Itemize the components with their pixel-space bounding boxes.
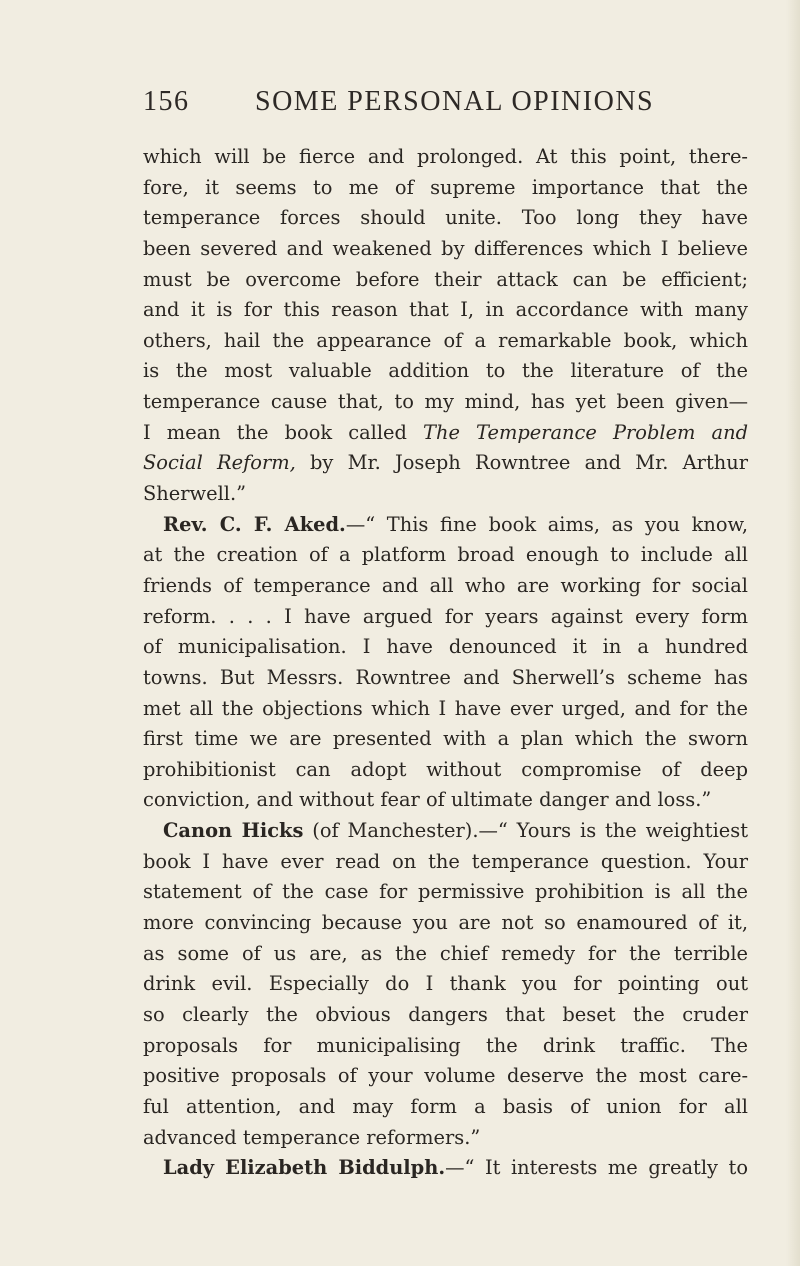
text-line: fore, it seems to me of supreme importance that the [143,175,748,199]
book-title: The Temperance Problem and [423,420,748,444]
text-line: drink evil. Especially do I thank you for pointing out [143,972,748,996]
text-line: friends of temperance and all who are working for social [143,573,748,597]
speaker-name: Rev. C. F. Aked. [163,512,346,536]
text-line [143,816,748,847]
text-line [143,448,748,479]
text-run: —“ This fine book aims, as you know, [345,512,748,536]
text-line: first time we are presented with a plan which the sworn [143,727,748,751]
text-line: been severed and weakened by differences which I believe [143,236,748,260]
text-line: which will be fierce and prolonged. At this point, there- [143,145,748,168]
page-edge-shadow [786,0,800,1266]
text-line: and it is for this reason that I, in accordance with many [143,298,748,322]
text-line: temperance forces should unite. Too long they have [143,206,748,230]
speaker-name: Canon Hicks [163,819,304,843]
text-line: is the most valuable addition to the literature of the [143,359,748,383]
text-line [143,510,748,541]
text-line: temperance cause that, to my mind, has yet been given— [143,390,748,414]
text-line: advanced temperance reformers.” [143,1125,481,1149]
text-line: must be overcome before their attack can be efficient; [143,267,748,291]
page-number: 156 [143,86,190,117]
text-line [143,1153,748,1184]
page-header [143,86,673,126]
text-run: —“ It interests me greatly to [445,1156,749,1180]
text-line: at the creation of a platform broad enough to include all [143,543,748,567]
text-line: prohibitionist can adopt without compromise of deep [143,757,748,781]
text-line: reform. . . . I have argued for years against every form [143,604,748,628]
text-line: positive proposals of your volume deserve the most care- [143,1064,748,1088]
text-line: proposals for municipalising the drink traffic. The [143,1033,748,1057]
running-title: SOME PERSONAL OPINIONS [255,86,655,117]
text-line: so clearly the obvious dangers that beset the cruder [143,1002,748,1026]
text-line: Sherwell.” [143,482,247,506]
text-line: of municipalisation. I have denounced it in a hundred [143,635,748,659]
text-line: towns. But Messrs. Rowntree and Sherwell’s scheme has [143,665,748,689]
text-line: conviction, and without fear of ultimate danger and loss.” [143,788,712,812]
text-line: others, hail the appearance of a remarkable book, which [143,328,748,352]
text-run: (of Manchester).—“ Yours is the weightiest [303,819,748,843]
text-run: I mean the book called [143,420,424,444]
text-line [143,418,748,449]
speaker-name: Lady Elizabeth Biddulph. [163,1156,446,1180]
text-line: statement of the case for permissive prohibition is all the [143,880,748,904]
text-line: book I have ever read on the temperance question. Your [143,849,748,873]
text-run: by Mr. Joseph Rowntree and Mr. Arthur [295,451,748,475]
text-line: as some of us are, as the chief remedy for the terrible [143,941,748,965]
text-line: ful attention, and may form a basis of union for all [143,1094,748,1118]
book-title: Social Reform, [143,451,296,475]
text-line: more convincing because you are not so enamoured of it, [143,911,748,935]
body-text [143,142,748,1184]
text-line: met all the objections which I have ever urged, and for the [143,696,748,720]
